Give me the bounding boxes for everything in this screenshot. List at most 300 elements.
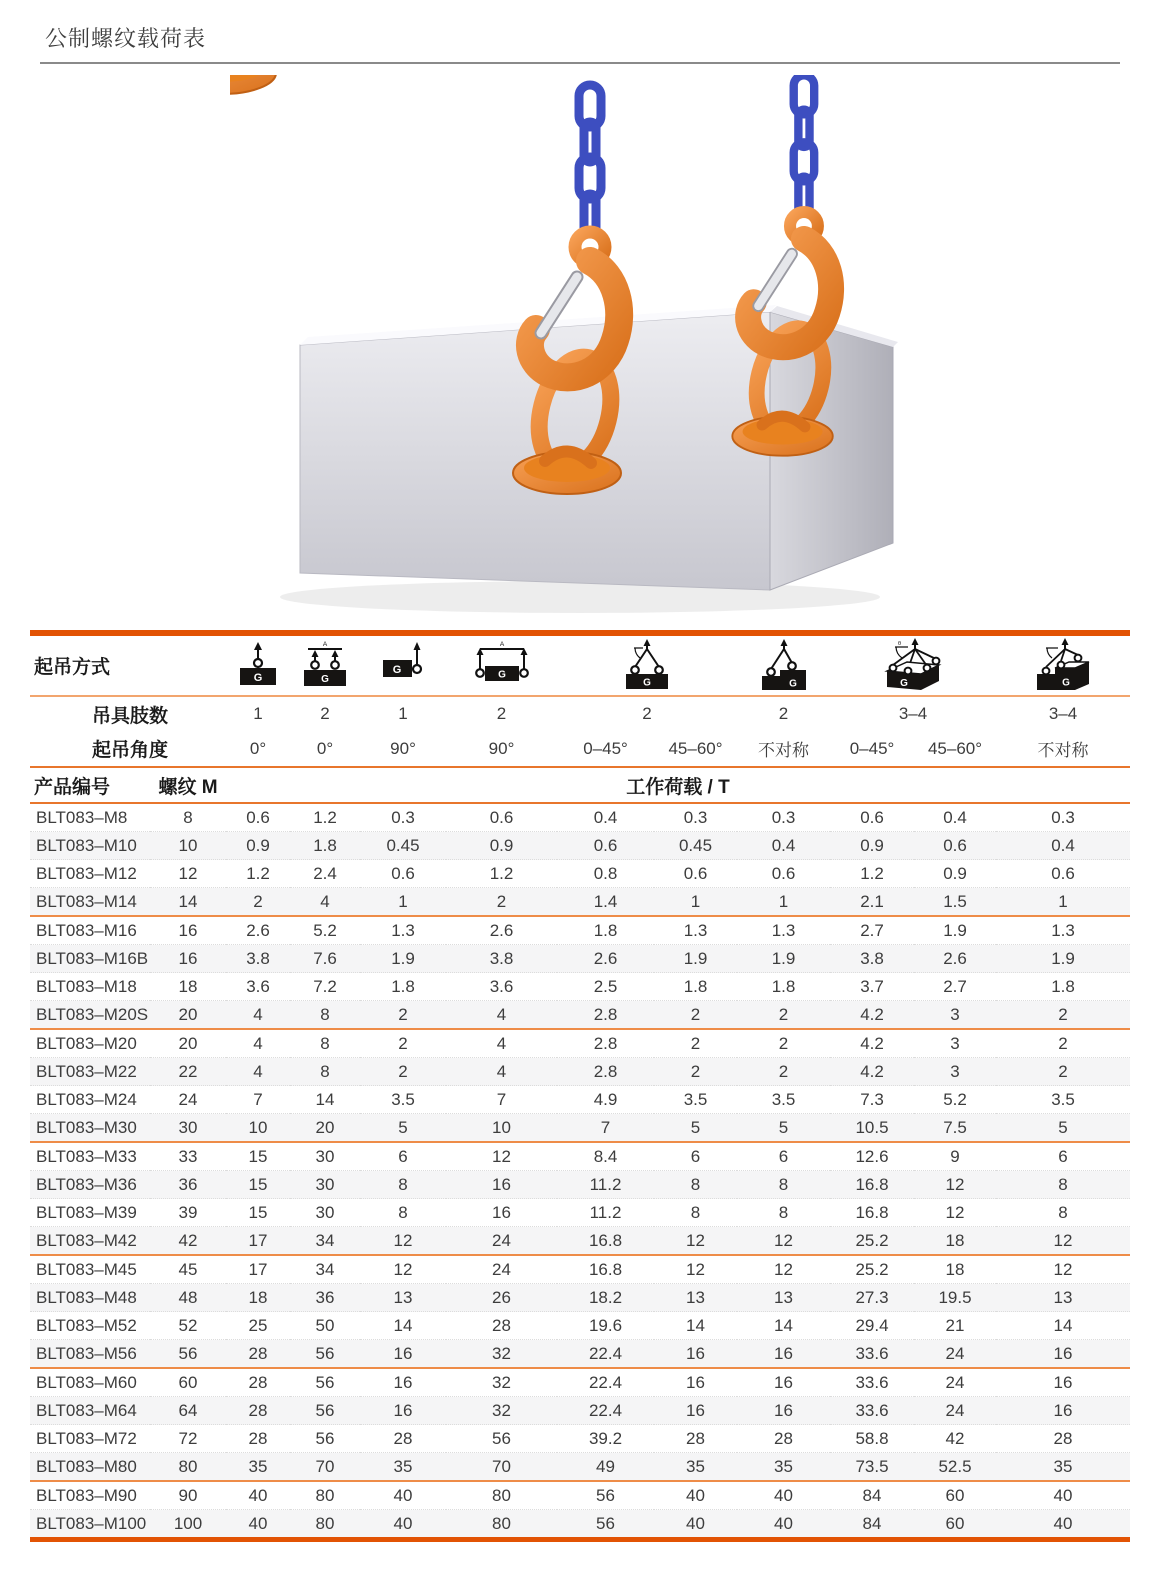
lift-angle-row — [30, 731, 1130, 767]
load-value: 2 — [360, 1001, 446, 1030]
load-value: 16 — [996, 1368, 1130, 1397]
thread-size: 30 — [150, 1114, 226, 1143]
load-value: 35 — [737, 1453, 830, 1482]
load-value: 16 — [654, 1397, 737, 1425]
thread-size: 20 — [150, 1001, 226, 1030]
load-value: 0.3 — [996, 803, 1130, 832]
legs-value: 2 — [320, 704, 330, 723]
load-value: 56 — [290, 1397, 360, 1425]
load-table-body — [30, 803, 1130, 1540]
load-value: 28 — [360, 1425, 446, 1453]
table-row — [30, 832, 1130, 860]
load-value: 2.7 — [914, 973, 996, 1001]
load-value: 35 — [996, 1453, 1130, 1482]
load-value: 2.8 — [557, 1001, 654, 1030]
product-code: BLT083–M22 — [30, 1058, 150, 1086]
load-value: 8 — [996, 1171, 1130, 1199]
load-value: 1 — [996, 888, 1130, 917]
load-value: 2.6 — [557, 945, 654, 973]
load-value: 35 — [226, 1453, 290, 1482]
load-value: 4 — [446, 1058, 557, 1086]
legs-value: 1 — [253, 704, 263, 723]
load-value: 34 — [290, 1255, 360, 1284]
load-value: 1.2 — [290, 803, 360, 832]
load-value: 8 — [996, 1199, 1130, 1227]
load-value: 40 — [226, 1481, 290, 1510]
table-row — [30, 1086, 1130, 1114]
load-value: 8 — [290, 1058, 360, 1086]
load-value: 1.9 — [914, 916, 996, 945]
load-value: 8 — [360, 1171, 446, 1199]
table-row — [30, 1114, 1130, 1143]
load-value: 30 — [290, 1171, 360, 1199]
load-value: 1.9 — [737, 945, 830, 973]
load-value: 12 — [914, 1171, 996, 1199]
load-value: 12 — [737, 1227, 830, 1256]
load-value: 16.8 — [557, 1227, 654, 1256]
load-value: 5 — [996, 1114, 1130, 1143]
load-value: 4 — [226, 1029, 290, 1058]
table-row — [30, 1397, 1130, 1425]
thread-size: 60 — [150, 1368, 226, 1397]
product-code: BLT083–M16 — [30, 916, 150, 945]
load-value: 49 — [557, 1453, 654, 1482]
lifting-hooks-on-steel-block-photo — [230, 75, 930, 623]
load-value: 2 — [360, 1029, 446, 1058]
product-code: BLT083–M14 — [30, 888, 150, 917]
hoist-ring-base — [230, 75, 276, 94]
load-value: 3 — [914, 1058, 996, 1086]
load-value: 2 — [360, 1058, 446, 1086]
load-value: 13 — [996, 1284, 1130, 1312]
load-value: 6 — [737, 1142, 830, 1171]
load-value: 0.3 — [654, 803, 737, 832]
load-value: 8 — [654, 1171, 737, 1199]
load-value: 3 — [914, 1029, 996, 1058]
product-code: BLT083–M48 — [30, 1284, 150, 1312]
load-value: 16 — [360, 1340, 446, 1369]
thread-size: 90 — [150, 1481, 226, 1510]
load-value: 0.3 — [360, 803, 446, 832]
load-value: 16.8 — [557, 1255, 654, 1284]
product-code: BLT083–M42 — [30, 1227, 150, 1256]
load-value: 2 — [654, 1058, 737, 1086]
load-value: 10 — [226, 1114, 290, 1143]
load-value: 33.6 — [830, 1368, 914, 1397]
load-value: 30 — [290, 1142, 360, 1171]
load-value: 14 — [290, 1086, 360, 1114]
product-code: BLT083–M56 — [30, 1340, 150, 1369]
load-value: 30 — [290, 1199, 360, 1227]
load-value: 1.4 — [557, 888, 654, 917]
product-code: BLT083–M20S — [30, 1001, 150, 1030]
thread-size: 10 — [150, 832, 226, 860]
load-value: 80 — [446, 1510, 557, 1540]
load-value: 12 — [446, 1142, 557, 1171]
svg-text:G: G — [788, 678, 797, 689]
sling-2leg-angled-icon — [622, 639, 672, 693]
load-value: 15 — [226, 1142, 290, 1171]
table-row — [30, 916, 1130, 945]
load-value: 40 — [737, 1510, 830, 1540]
load-value: 1.2 — [226, 860, 290, 888]
load-value: 28 — [226, 1368, 290, 1397]
load-value: 2.6 — [914, 945, 996, 973]
load-value: 16.8 — [830, 1171, 914, 1199]
product-code: BLT083–M90 — [30, 1481, 150, 1510]
load-value: 29.4 — [830, 1312, 914, 1340]
load-value: 40 — [360, 1481, 446, 1510]
load-value: 2 — [737, 1001, 830, 1030]
load-value: 0.6 — [360, 860, 446, 888]
product-code: BLT083–M100 — [30, 1510, 150, 1540]
load-value: 35 — [654, 1453, 737, 1482]
load-value: 7.3 — [830, 1086, 914, 1114]
load-value: 0.6 — [446, 803, 557, 832]
table-row — [30, 973, 1130, 1001]
table-row — [30, 1284, 1130, 1312]
angle-value: 0° — [290, 731, 360, 767]
load-value: 56 — [290, 1425, 360, 1453]
load-value: 1.3 — [996, 916, 1130, 945]
svg-text:G: G — [253, 671, 263, 684]
load-value: 2 — [737, 1058, 830, 1086]
load-value: 18 — [226, 1284, 290, 1312]
table-row — [30, 1029, 1130, 1058]
thread-size: 22 — [150, 1058, 226, 1086]
load-value: 24 — [446, 1227, 557, 1256]
load-value: 12 — [996, 1255, 1130, 1284]
load-value: 1.8 — [996, 973, 1130, 1001]
load-value: 4 — [446, 1029, 557, 1058]
load-value: 40 — [654, 1510, 737, 1540]
load-value: 0.4 — [914, 803, 996, 832]
product-code: BLT083–M18 — [30, 973, 150, 1001]
block-shadow — [280, 581, 880, 613]
load-value: 22.4 — [557, 1340, 654, 1369]
angle-value: 45–60° — [654, 731, 737, 767]
load-value: 2 — [737, 1029, 830, 1058]
load-value: 80 — [290, 1481, 360, 1510]
load-value: 40 — [654, 1481, 737, 1510]
load-value: 2 — [996, 1001, 1130, 1030]
load-value: 36 — [290, 1284, 360, 1312]
load-value: 3.6 — [446, 973, 557, 1001]
load-value: 18 — [914, 1255, 996, 1284]
product-code: BLT083–M39 — [30, 1199, 150, 1227]
load-value: 2.1 — [830, 888, 914, 917]
load-value: 28 — [226, 1397, 290, 1425]
load-value: 12 — [654, 1227, 737, 1256]
load-value: 16 — [446, 1171, 557, 1199]
load-value: 22.4 — [557, 1397, 654, 1425]
load-value: 73.5 — [830, 1453, 914, 1482]
lifting-method-row — [30, 633, 1130, 696]
load-value: 60 — [914, 1510, 996, 1540]
load-value: 4.2 — [830, 1001, 914, 1030]
thread-size: 24 — [150, 1086, 226, 1114]
load-value: 0.6 — [226, 803, 290, 832]
sling-legs-row — [30, 696, 1130, 731]
load-value: 39.2 — [557, 1425, 654, 1453]
load-value: 4 — [226, 1058, 290, 1086]
table-row — [30, 1510, 1130, 1540]
load-value: 3.5 — [996, 1086, 1130, 1114]
load-value: 2.5 — [557, 973, 654, 1001]
load-value: 0.6 — [557, 832, 654, 860]
load-value: 17 — [226, 1227, 290, 1256]
load-value: 1.3 — [654, 916, 737, 945]
load-value: 0.6 — [830, 803, 914, 832]
load-value: 2 — [996, 1029, 1130, 1058]
load-value: 3.8 — [226, 945, 290, 973]
load-value: 0.6 — [996, 860, 1130, 888]
load-value: 16 — [654, 1340, 737, 1369]
load-value: 1.3 — [360, 916, 446, 945]
svg-text:G: G — [497, 669, 506, 680]
table-row — [30, 1058, 1130, 1086]
load-value: 40 — [737, 1481, 830, 1510]
load-value: 16 — [996, 1340, 1130, 1369]
load-value: 42 — [914, 1425, 996, 1453]
table-row — [30, 1425, 1130, 1453]
load-value: 35 — [360, 1453, 446, 1482]
load-value: 3.5 — [360, 1086, 446, 1114]
load-value: 17 — [226, 1255, 290, 1284]
thread-size: 36 — [150, 1171, 226, 1199]
angle-value: 0–45° — [557, 731, 654, 767]
load-value: 14 — [996, 1312, 1130, 1340]
load-value: 5.2 — [290, 916, 360, 945]
legs-value: 3–4 — [1048, 704, 1078, 723]
legs-value: 1 — [398, 704, 408, 723]
load-value: 1.9 — [654, 945, 737, 973]
load-value: 2.7 — [830, 916, 914, 945]
load-value: 3.5 — [654, 1086, 737, 1114]
table-row — [30, 860, 1130, 888]
load-value: 32 — [446, 1340, 557, 1369]
load-value: 2.8 — [557, 1058, 654, 1086]
load-value: 2 — [226, 888, 290, 917]
load-value: 1 — [737, 888, 830, 917]
load-value: 2.4 — [290, 860, 360, 888]
load-value: 84 — [830, 1510, 914, 1540]
table-row — [30, 1453, 1130, 1482]
product-code: BLT083–M10 — [30, 832, 150, 860]
angle-value: 0° — [226, 731, 290, 767]
product-code-header: 产品编号 — [30, 767, 150, 803]
table-row — [30, 803, 1130, 832]
hoist-ring-side-2leg-icon — [473, 640, 531, 692]
hoist-ring-vertical-2leg-icon — [302, 640, 348, 692]
legs-value: 2 — [642, 704, 652, 723]
title-divider — [40, 62, 1120, 64]
legs-value: 3–4 — [898, 704, 928, 723]
legs-value: 2 — [496, 704, 507, 723]
load-value: 33.6 — [830, 1340, 914, 1369]
load-value: 28 — [737, 1425, 830, 1453]
angle-value: 不对称 — [737, 731, 830, 767]
sling-3-4leg-angled-icon — [881, 638, 945, 694]
load-value: 52.5 — [914, 1453, 996, 1482]
load-value: 0.4 — [737, 832, 830, 860]
load-value: 0.4 — [996, 832, 1130, 860]
load-value: 11.2 — [557, 1199, 654, 1227]
thread-size: 18 — [150, 973, 226, 1001]
thread-size: 12 — [150, 860, 226, 888]
load-value: 12 — [654, 1255, 737, 1284]
load-value: 5 — [654, 1114, 737, 1143]
load-value: 1.2 — [830, 860, 914, 888]
load-value: 5 — [360, 1114, 446, 1143]
load-value: 0.8 — [557, 860, 654, 888]
load-value: 13 — [654, 1284, 737, 1312]
load-value: 14 — [654, 1312, 737, 1340]
load-value: 4.2 — [830, 1029, 914, 1058]
sling-legs-label: 吊具肢数 — [92, 705, 169, 727]
thread-size: 33 — [150, 1142, 226, 1171]
load-value: 8 — [654, 1199, 737, 1227]
load-value: 5.2 — [914, 1086, 996, 1114]
load-value: 2.6 — [446, 916, 557, 945]
table-row — [30, 1142, 1130, 1171]
load-value: 60 — [914, 1481, 996, 1510]
load-value: 1.8 — [360, 973, 446, 1001]
load-value: 25.2 — [830, 1227, 914, 1256]
load-value: 12 — [914, 1199, 996, 1227]
thread-size: 39 — [150, 1199, 226, 1227]
table-row — [30, 1171, 1130, 1199]
table-row — [30, 1368, 1130, 1397]
product-code: BLT083–M20 — [30, 1029, 150, 1058]
load-value: 16 — [737, 1340, 830, 1369]
load-value: 3 — [914, 1001, 996, 1030]
product-photo — [230, 75, 930, 623]
load-value: 8 — [290, 1001, 360, 1030]
load-value: 70 — [290, 1453, 360, 1482]
load-value: 4.2 — [830, 1058, 914, 1086]
svg-text:G: G — [900, 677, 908, 689]
load-value: 80 — [290, 1510, 360, 1540]
table-row — [30, 888, 1130, 917]
product-code: BLT083–M16B — [30, 945, 150, 973]
load-value: 2.8 — [557, 1029, 654, 1058]
load-value: 50 — [290, 1312, 360, 1340]
load-value: 40 — [226, 1510, 290, 1540]
product-code: BLT083–M24 — [30, 1086, 150, 1114]
load-value: 0.45 — [654, 832, 737, 860]
load-value: 16 — [360, 1368, 446, 1397]
load-value: 19.6 — [557, 1312, 654, 1340]
thread-size: 56 — [150, 1340, 226, 1369]
thread-size: 72 — [150, 1425, 226, 1453]
load-value: 28 — [446, 1312, 557, 1340]
load-value: 1.8 — [654, 973, 737, 1001]
load-value: 7 — [557, 1114, 654, 1143]
load-value: 13 — [360, 1284, 446, 1312]
load-value: 24 — [914, 1340, 996, 1369]
load-value: 12 — [737, 1255, 830, 1284]
load-value: 28 — [226, 1425, 290, 1453]
load-value: 40 — [996, 1481, 1130, 1510]
column-header-row — [30, 767, 1130, 803]
load-value: 56 — [290, 1368, 360, 1397]
load-value: 32 — [446, 1397, 557, 1425]
svg-text:G: G — [1062, 677, 1070, 688]
load-value: 2 — [996, 1058, 1130, 1086]
thread-size: 42 — [150, 1227, 226, 1256]
table-row — [30, 945, 1130, 973]
load-value: 16.8 — [830, 1199, 914, 1227]
load-value: 3.8 — [830, 945, 914, 973]
load-value: 0.6 — [654, 860, 737, 888]
load-table — [30, 630, 1130, 1542]
table-row — [30, 1255, 1130, 1284]
load-value: 0.9 — [914, 860, 996, 888]
load-value: 18 — [914, 1227, 996, 1256]
load-value: 16 — [737, 1397, 830, 1425]
load-value: 15 — [226, 1199, 290, 1227]
load-value: 4.9 — [557, 1086, 654, 1114]
load-value: 4 — [226, 1001, 290, 1030]
thread-size: 16 — [150, 916, 226, 945]
svg-text:G: G — [643, 677, 651, 688]
load-value: 84 — [830, 1481, 914, 1510]
angle-value: 不对称 — [996, 731, 1130, 767]
load-value: 3.6 — [226, 973, 290, 1001]
thread-size: 80 — [150, 1453, 226, 1482]
load-value: 3.7 — [830, 973, 914, 1001]
load-value: 28 — [996, 1425, 1130, 1453]
load-value: 56 — [557, 1510, 654, 1540]
load-value: 8.4 — [557, 1142, 654, 1171]
thread-size: 16 — [150, 945, 226, 973]
load-value: 4 — [290, 888, 360, 917]
load-value: 0.9 — [226, 832, 290, 860]
product-code: BLT083–M30 — [30, 1114, 150, 1143]
table-row — [30, 1340, 1130, 1369]
load-value: 33.6 — [830, 1397, 914, 1425]
product-code: BLT083–M64 — [30, 1397, 150, 1425]
angle-value: 0–45° — [830, 731, 914, 767]
svg-text:G: G — [392, 663, 402, 676]
load-value: 16 — [996, 1397, 1130, 1425]
thread-size: 14 — [150, 888, 226, 917]
svg-text:G: G — [321, 673, 329, 685]
load-value: 0.6 — [737, 860, 830, 888]
angle-value: 45–60° — [914, 731, 996, 767]
table-row — [30, 1312, 1130, 1340]
load-value: 2 — [446, 888, 557, 917]
load-value: 58.8 — [830, 1425, 914, 1453]
table-row — [30, 1227, 1130, 1256]
product-code: BLT083–M60 — [30, 1368, 150, 1397]
load-value: 7 — [446, 1086, 557, 1114]
thread-size: 64 — [150, 1397, 226, 1425]
load-value: 12 — [360, 1255, 446, 1284]
load-value: 34 — [290, 1227, 360, 1256]
sling-2leg-asymmetric-icon — [759, 639, 809, 693]
load-value: 1.8 — [557, 916, 654, 945]
load-value: 0.45 — [360, 832, 446, 860]
page-title: 公制螺纹载荷表 — [45, 26, 207, 51]
svg-text:A: A — [499, 640, 504, 648]
load-value: 20 — [290, 1114, 360, 1143]
load-value: 6 — [654, 1142, 737, 1171]
load-value: 7.6 — [290, 945, 360, 973]
load-value: 4 — [446, 1001, 557, 1030]
load-value: 22.4 — [557, 1368, 654, 1397]
